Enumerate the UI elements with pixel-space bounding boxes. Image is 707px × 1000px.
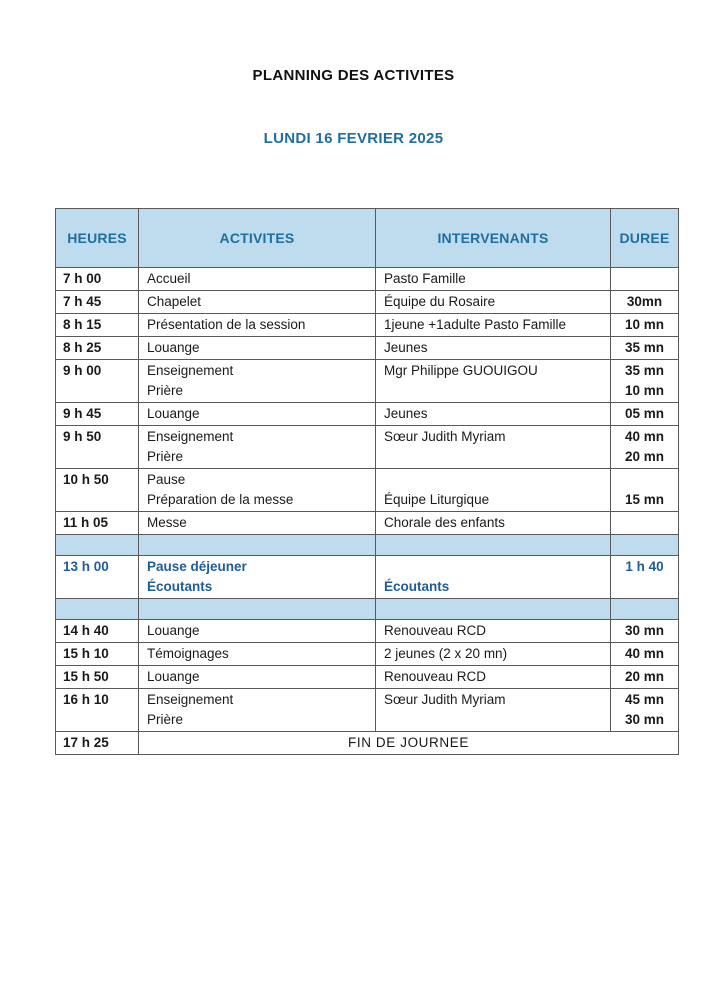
intervenant-cell [376, 268, 611, 291]
time-cell [56, 666, 139, 689]
activity-cell [139, 403, 376, 426]
schedule-table-body [56, 268, 679, 755]
duration-cell-line: 05 mn [624, 406, 665, 421]
schedule-table [55, 208, 679, 755]
activity-cell [139, 360, 376, 403]
time-cell-line: 8 h 15 [63, 317, 102, 332]
spacer-cell [139, 535, 376, 556]
intervenant-cell-line: Équipe Liturgique [384, 492, 490, 507]
header-row [56, 209, 679, 268]
time-cell-line: 11 h 05 [63, 515, 109, 530]
intervenant-cell [376, 337, 611, 360]
activity-cell-line: Enseignement [147, 363, 234, 378]
duration-cell-line: 35 mn [624, 340, 665, 355]
table-row [56, 291, 679, 314]
activity-cell-line: Louange [147, 406, 200, 421]
intervenant-cell [376, 556, 611, 599]
activity-cell-line: Préparation de la messe [147, 492, 294, 507]
duration-cell-line: 10 mn [624, 383, 665, 398]
duration-cell [611, 469, 679, 512]
activity-cell [139, 268, 376, 291]
activity-cell [139, 620, 376, 643]
intervenant-cell-line: Mgr Philippe GUOUIGOU [384, 363, 538, 378]
table-row [56, 469, 679, 512]
activity-cell-line: Louange [147, 340, 200, 355]
intervenant-cell-line: Chorale des enfants [384, 515, 505, 530]
table-row [56, 314, 679, 337]
intervenant-cell-line: Renouveau RCD [384, 623, 487, 638]
spacer-row [56, 535, 679, 556]
intervenant-cell-line: Sœur Judith Myriam [384, 692, 506, 707]
activity-cell [139, 291, 376, 314]
duration-cell [611, 360, 679, 403]
end-label-cell [139, 732, 679, 755]
schedule-table-header [56, 209, 679, 268]
duration-cell-line: 40 mn [624, 646, 665, 661]
activity-cell [139, 314, 376, 337]
time-cell-line: 14 h 40 [63, 623, 109, 638]
activity-cell-line: Accueil [147, 271, 191, 286]
time-cell [56, 426, 139, 469]
duration-cell [611, 643, 679, 666]
spacer-cell [611, 535, 679, 556]
duration-cell-line: 30mn [626, 294, 663, 309]
activity-cell-line: Messe [147, 515, 187, 530]
intervenant-cell-line: Écoutants [384, 579, 450, 594]
activity-cell [139, 689, 376, 732]
intervenant-cell [376, 469, 611, 512]
activity-cell [139, 556, 376, 599]
spacer-cell [56, 535, 139, 556]
duration-cell [611, 337, 679, 360]
intervenant-cell [376, 426, 611, 469]
activity-cell [139, 469, 376, 512]
time-cell-line: 7 h 45 [63, 294, 102, 309]
activity-cell-line: Prière [147, 449, 184, 464]
table-row [56, 337, 679, 360]
activity-cell-line: Pause déjeuner [147, 559, 247, 574]
activity-cell [139, 643, 376, 666]
table-row [56, 360, 679, 403]
intervenant-cell [376, 666, 611, 689]
header-duree: DUREE [611, 209, 679, 268]
time-cell [56, 620, 139, 643]
intervenant-cell [376, 512, 611, 535]
spacer-cell [139, 599, 376, 620]
table-row [56, 620, 679, 643]
time-cell [56, 732, 139, 755]
intervenant-cell [376, 291, 611, 314]
time-cell [56, 337, 139, 360]
duration-cell-line: 20 mn [624, 449, 665, 464]
time-cell-line: 8 h 25 [63, 340, 102, 355]
spacer-cell [56, 599, 139, 620]
activity-cell-line: Chapelet [147, 294, 202, 309]
activity-cell-line: Présentation de la session [147, 317, 306, 332]
activity-cell-line: Prière [147, 712, 184, 727]
activity-cell [139, 512, 376, 535]
table-row [56, 643, 679, 666]
duration-cell [611, 689, 679, 732]
header-activites: ACTIVITES [139, 209, 376, 268]
duration-cell-line: 1 h 40 [625, 559, 664, 574]
table-row [56, 268, 679, 291]
activity-cell-line: Enseignement [147, 429, 234, 444]
time-cell-line: 15 h 50 [63, 669, 109, 684]
duration-cell [611, 291, 679, 314]
time-cell [56, 314, 139, 337]
activity-cell-line: Louange [147, 623, 200, 638]
table-row [56, 512, 679, 535]
duration-cell-line: 30 mn [624, 623, 665, 638]
intervenant-cell [376, 403, 611, 426]
duration-cell-line [611, 269, 678, 289]
intervenant-cell [376, 314, 611, 337]
time-cell-line: 10 h 50 [63, 472, 109, 487]
duration-cell-line: 40 mn [624, 429, 665, 444]
time-cell [56, 512, 139, 535]
end-label-cell-line: FIN DE JOURNEE [348, 735, 469, 750]
activity-cell [139, 426, 376, 469]
activity-cell-line: Pause [147, 472, 186, 487]
duration-cell [611, 268, 679, 291]
time-cell [56, 469, 139, 512]
intervenant-cell [376, 620, 611, 643]
duration-cell-line: 35 mn [624, 363, 665, 378]
intervenant-cell-line: Sœur Judith Myriam [384, 429, 506, 444]
intervenant-cell-line: 1jeune +1adulte Pasto Famille [384, 317, 566, 332]
spacer-cell [376, 535, 611, 556]
intervenant-cell [376, 689, 611, 732]
spacer-row [56, 599, 679, 620]
activity-cell-line: Prière [147, 383, 184, 398]
activity-cell-line: Louange [147, 669, 200, 684]
activity-cell [139, 666, 376, 689]
duration-cell [611, 426, 679, 469]
duration-cell-line [611, 470, 678, 490]
duration-cell [611, 314, 679, 337]
intervenant-cell [376, 360, 611, 403]
time-cell [56, 556, 139, 599]
time-cell [56, 268, 139, 291]
header-heures: HEURES [56, 209, 139, 268]
intervenant-cell [376, 643, 611, 666]
activity-cell-line: Écoutants [147, 579, 213, 594]
time-cell [56, 643, 139, 666]
intervenant-cell-line: Pasto Famille [384, 271, 466, 286]
intervenant-cell-line [376, 557, 610, 577]
time-cell-line: 9 h 45 [63, 406, 102, 421]
end-row [56, 732, 679, 755]
time-cell-line: 9 h 00 [63, 363, 102, 378]
time-cell-line: 15 h 10 [63, 646, 109, 661]
time-cell-line: 16 h 10 [63, 692, 109, 707]
duration-cell-line: 15 mn [624, 492, 665, 507]
duration-cell-line: 45 mn [624, 692, 665, 707]
time-cell [56, 689, 139, 732]
intervenant-cell-line: Jeunes [384, 406, 428, 421]
time-cell [56, 403, 139, 426]
time-cell [56, 291, 139, 314]
intervenant-cell-line [376, 470, 610, 490]
duration-cell [611, 512, 679, 535]
table-row [56, 556, 679, 599]
date-subtitle: LUNDI 16 FEVRIER 2025 [263, 130, 444, 147]
duration-cell [611, 556, 679, 599]
spacer-cell [376, 599, 611, 620]
time-cell-line: 7 h 00 [63, 271, 102, 286]
table-row [56, 689, 679, 732]
time-cell-line: 9 h 50 [63, 429, 102, 444]
page-title: PLANNING DES ACTIVITES [252, 67, 455, 84]
time-cell-line: 17 h 25 [63, 735, 109, 750]
intervenant-cell-line: Renouveau RCD [384, 669, 487, 684]
table-row [56, 403, 679, 426]
spacer-cell [611, 599, 679, 620]
activity-cell-line: Enseignement [147, 692, 234, 707]
time-cell [56, 360, 139, 403]
header-intervenants: INTERVENANTS [376, 209, 611, 268]
duration-cell-line [611, 513, 678, 533]
table-row [56, 666, 679, 689]
intervenant-cell-line: Jeunes [384, 340, 428, 355]
activity-cell [139, 337, 376, 360]
duration-cell-line: 10 mn [624, 317, 665, 332]
duration-cell [611, 620, 679, 643]
duration-cell-line: 20 mn [624, 669, 665, 684]
duration-cell [611, 666, 679, 689]
duration-cell-line: 30 mn [624, 712, 665, 727]
intervenant-cell-line: 2 jeunes (2 x 20 mn) [384, 646, 508, 661]
activity-cell-line: Témoignages [147, 646, 229, 661]
intervenant-cell-line: Équipe du Rosaire [384, 294, 496, 309]
duration-cell [611, 403, 679, 426]
time-cell-line: 13 h 00 [63, 559, 109, 574]
table-row [56, 426, 679, 469]
